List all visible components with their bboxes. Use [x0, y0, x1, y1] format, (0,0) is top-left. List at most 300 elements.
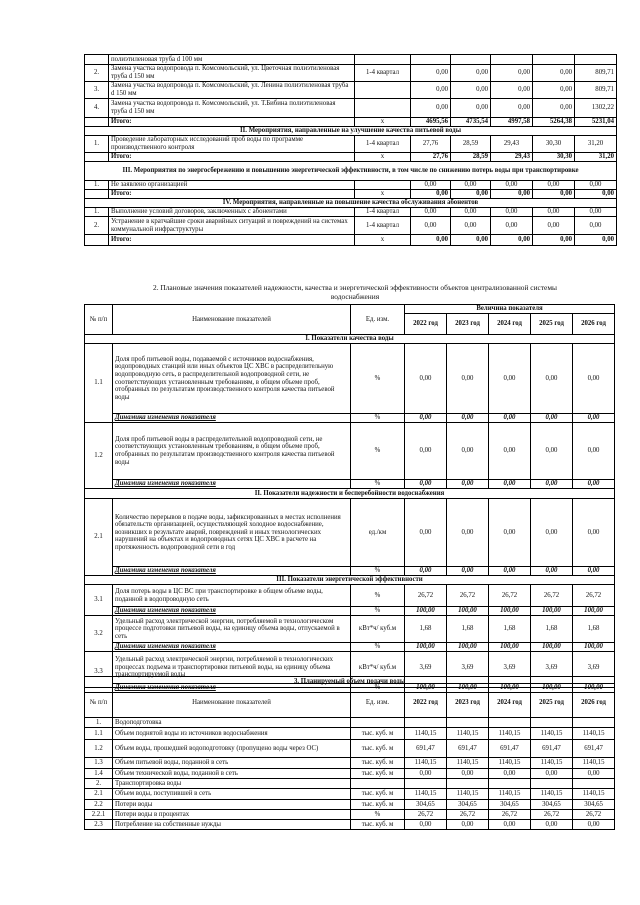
value-cell: 0,00 [489, 480, 531, 489]
value-cell: 3,69 [489, 652, 531, 684]
value-cell: 0,00 [405, 567, 447, 576]
value-cell: 0,00 [405, 499, 447, 567]
value-cell: 0,00 [533, 82, 575, 99]
indicator-row [85, 585, 615, 607]
value-cell: 100,00 [447, 607, 489, 616]
value-cell: 0,00 [531, 769, 573, 779]
value-cell: 0,00 [491, 99, 533, 118]
row-number: 1.1 [85, 344, 113, 423]
value-cell: 26,72 [573, 585, 615, 607]
value-cell: 1140,15 [447, 728, 489, 740]
x-cell: х [355, 235, 411, 246]
empty-cell [85, 118, 109, 127]
total-row [85, 190, 617, 199]
value-cell: 4735,54 [451, 118, 491, 127]
value-cell: 0,00 [533, 99, 575, 118]
value-cell: 1,68 [573, 616, 615, 643]
value-cell: 1140,15 [447, 789, 489, 800]
header-name: Наименование показателей [113, 688, 351, 718]
row-number: 3.2 [85, 616, 113, 652]
section-title: III. Показатели энергетической эффективности [85, 576, 615, 585]
value-cell: 1,68 [489, 616, 531, 643]
indicator-name: Доля проб питьевой воды, подаваемой с источников водоснабжения, водопроводных станций или иных объектов ЦС ХВС в распределительную водопроводную сеть, в распределительной водопроводной сети, не соответствующих установленным требованиям, в общем объеме проб, отобранных по результатам производственного контроля качества питьевой воды [113, 344, 351, 414]
volume-row [85, 789, 615, 800]
value-cell: 0,00 [447, 480, 489, 489]
value-cell: 0,00 [447, 820, 489, 830]
measure-name: Проведение лабораторных исследований проб воды по программе производственного контроля [109, 136, 355, 153]
period-cell [355, 99, 411, 118]
value-cell: 30,30 [533, 153, 575, 162]
value-cell [405, 779, 447, 789]
header-name: Наименование показателей [113, 305, 351, 335]
section-title: II. Показатели надежности и бесперебойности водоснабжения [85, 489, 615, 499]
value-cell: 0,00 [447, 423, 489, 480]
total-row [85, 235, 617, 246]
value-cell: 0,00 [451, 65, 491, 82]
value-cell: 100,00 [447, 684, 489, 693]
dynamics-label: Динамика изменения показателя [113, 643, 351, 652]
value-cell: 0,00 [573, 344, 615, 414]
unit-cell [351, 779, 405, 789]
row-number: 1.2 [85, 740, 113, 758]
measure-row [85, 217, 617, 235]
value-cell: 0,00 [451, 208, 491, 217]
volume-name: Объем воды, прошедшей водоподготовку (пропущено воды через ОС) [113, 740, 351, 758]
value-cell: 0,00 [575, 208, 617, 217]
value-cell: 0,00 [491, 190, 533, 199]
empty-cell [85, 153, 109, 162]
value-cell: 0,00 [451, 181, 491, 190]
value-cell: 26,72 [447, 810, 489, 820]
water-supply-volume-body [85, 677, 615, 830]
water-supply-volume-table [84, 676, 615, 830]
value-cell: 100,00 [405, 684, 447, 693]
period-cell: 1-4 квартал [355, 217, 411, 235]
value-cell: 0,00 [533, 65, 575, 82]
value-cell: 0,00 [405, 480, 447, 489]
value-cell [447, 779, 489, 789]
value-cell: 0,00 [489, 499, 531, 567]
unit-cell: % [351, 810, 405, 820]
row-number: 3.1 [85, 585, 113, 616]
value-cell: 809,71 [575, 82, 617, 99]
row-number: 1.3 [85, 758, 113, 769]
value-cell [531, 779, 573, 789]
row-number: 2. [85, 779, 113, 789]
header-year: 2025 год [531, 688, 573, 718]
value-cell: 26,72 [531, 585, 573, 607]
indicator-name: Доля потерь воды в ЦС ВС при транспортировке в общем объеме воды, поданной в водопроводную сеть [113, 585, 351, 607]
value-cell: 1,68 [405, 616, 447, 643]
unit-cell: % [351, 480, 405, 489]
volume-name: Транспортировка воды [113, 779, 351, 789]
value-cell: 1140,15 [447, 758, 489, 769]
value-cell: 0,00 [451, 235, 491, 246]
value-cell [533, 55, 575, 65]
value-cell: 3,69 [573, 652, 615, 684]
value-cell: 3,69 [531, 652, 573, 684]
measure-name: Замена участка водопровода п. Комсомольский, ул. Ленина полиэтиленовая труба d 150 мм [109, 82, 355, 99]
value-cell: 29,43 [491, 153, 533, 162]
indicator-name: Удельный расход электрической энергии, потребляемой в технологическом процессе подготовки питьевой воды, на единицу объема воды, отпускаемой в сеть [113, 616, 351, 643]
value-cell: 1,68 [531, 616, 573, 643]
section-row [85, 162, 617, 181]
value-cell: 4695,56 [411, 118, 451, 127]
indicators-body [85, 305, 615, 693]
row-number: 2. [85, 217, 109, 235]
value-cell: 304,65 [447, 800, 489, 810]
header-number: № п/п [85, 305, 113, 335]
volume-name: Потери воды [113, 800, 351, 810]
section-title: II. Мероприятия, направленные на улучшение качества питьевой воды [85, 127, 617, 136]
value-cell: 809,71 [575, 65, 617, 82]
total-row [85, 153, 617, 162]
section-title: I. Показатели качества воды [85, 335, 615, 344]
investment-measures-body [85, 55, 617, 246]
volume-row [85, 718, 615, 728]
value-cell: 0,00 [531, 567, 573, 576]
dynamics-label: Динамика изменения показателя [113, 607, 351, 616]
header-row [85, 688, 615, 718]
value-cell: 0,00 [573, 567, 615, 576]
volume-row [85, 810, 615, 820]
value-cell: 1140,15 [573, 789, 615, 800]
value-cell: 1,68 [447, 616, 489, 643]
value-cell: 100,00 [531, 607, 573, 616]
value-cell: 0,00 [411, 65, 451, 82]
value-cell: 0,00 [411, 208, 451, 217]
value-cell: 304,65 [573, 800, 615, 810]
value-cell: 691,47 [489, 740, 531, 758]
value-cell: 0,00 [533, 217, 575, 235]
row-number: 3.3 [85, 652, 113, 693]
value-cell: 0,00 [531, 820, 573, 830]
value-cell [447, 718, 489, 728]
value-cell: 26,72 [573, 810, 615, 820]
volume-row [85, 779, 615, 789]
header-value-group: Величина показателя [405, 305, 615, 314]
value-cell: 0,00 [573, 480, 615, 489]
value-cell: 100,00 [405, 643, 447, 652]
unit-cell: % [351, 684, 405, 693]
value-cell: 0,00 [573, 499, 615, 567]
value-cell: 0,00 [491, 181, 533, 190]
value-cell: 1140,15 [489, 758, 531, 769]
value-cell: 0,00 [573, 820, 615, 830]
value-cell: 100,00 [489, 607, 531, 616]
dynamics-row [85, 567, 615, 576]
value-cell: 0,00 [531, 423, 573, 480]
measure-row [85, 181, 617, 190]
total-label: Итого: [109, 235, 355, 246]
header-year: 2026 год [573, 314, 615, 335]
value-cell: 0,00 [573, 769, 615, 779]
header-year: 2026 год [573, 688, 615, 718]
value-cell: 0,00 [451, 99, 491, 118]
indicator-row [85, 344, 615, 414]
value-cell: 0,00 [531, 499, 573, 567]
value-cell: 100,00 [573, 643, 615, 652]
row-number: 4. [85, 99, 109, 118]
header-year: 2023 год [447, 314, 489, 335]
measure-name: Замена участка водопровода п. Комсомольский, ул. Цветочная полиэтиленовая труба d 150 мм [109, 65, 355, 82]
indicators-table [84, 304, 615, 693]
section-row [85, 335, 615, 344]
value-cell: 26,72 [405, 810, 447, 820]
x-cell: х [355, 118, 411, 127]
period-cell [355, 55, 411, 65]
unit-cell: тыс. куб. м [351, 740, 405, 758]
measure-name: Замена участка водопровода п. Комсомольский, ул. Т.Бибина полиэтиленовая труба d 150 мм [109, 99, 355, 118]
period-cell: 1-4 квартал [355, 208, 411, 217]
value-cell: 0,00 [411, 217, 451, 235]
row-number: 1.4 [85, 769, 113, 779]
value-cell: 0,00 [491, 235, 533, 246]
indicator-name: Удельный расход электрической энергии, потребляемой в технологических процессах подъема и транспортировки питьевой воды, на единицу объема транспортируемой воды [113, 652, 351, 684]
volume-row [85, 758, 615, 769]
indicator-name: Количество перерывов в подаче воды, зафиксированных в местах исполнения обязательств организацией, осуществляющей холодное водоснабжение, возникших в результате аварий, повреждений и иных технологических нарушений на объектах и водопроводных сетях ЦС ХВС в расчете на протяженность водопроводной сети в год [113, 499, 351, 567]
value-cell: 100,00 [531, 684, 573, 693]
volume-name: Водоподготовка [113, 718, 351, 728]
value-cell: 0,00 [573, 414, 615, 423]
measure-row [85, 99, 617, 118]
volume-name: Потребление на собственные нужды [113, 820, 351, 830]
value-cell: 1140,15 [531, 789, 573, 800]
period-cell: 1-4 квартал [355, 65, 411, 82]
value-cell: 30,30 [533, 136, 575, 153]
value-cell: 1140,15 [405, 758, 447, 769]
value-cell: 0,00 [573, 423, 615, 480]
volume-row [85, 740, 615, 758]
unit-cell: кВт*ч/ куб.м [351, 652, 405, 684]
header-year: 2024 год [489, 688, 531, 718]
value-cell: 31,20 [575, 153, 617, 162]
unit-cell: % [351, 423, 405, 480]
value-cell: 1140,15 [489, 789, 531, 800]
value-cell: 0,00 [533, 190, 575, 199]
value-cell: 1140,15 [573, 728, 615, 740]
unit-cell: тыс. куб. м [351, 820, 405, 830]
section-title: IV. Мероприятия, направленные на повышение качества обслуживания абонентов [85, 199, 617, 208]
total-label: Итого: [109, 190, 355, 199]
unit-cell [351, 718, 405, 728]
value-cell: 26,72 [405, 585, 447, 607]
total-label: Итого: [109, 118, 355, 127]
value-cell: 0,00 [531, 480, 573, 489]
value-cell: 691,47 [531, 740, 573, 758]
value-cell: 0,00 [491, 82, 533, 99]
value-cell: 0,00 [489, 414, 531, 423]
value-cell: 29,43 [491, 136, 533, 153]
value-cell: 0,00 [411, 235, 451, 246]
header-year: 2023 год [447, 688, 489, 718]
value-cell [573, 779, 615, 789]
unit-cell: % [351, 344, 405, 414]
value-cell: 0,00 [533, 181, 575, 190]
section-row [85, 199, 617, 208]
measure-row [85, 65, 617, 82]
value-cell: 0,00 [411, 190, 451, 199]
value-cell [451, 55, 491, 65]
value-cell: 0,00 [447, 499, 489, 567]
value-cell: 0,00 [531, 344, 573, 414]
value-cell: 0,00 [575, 181, 617, 190]
unit-cell: тыс. куб. м [351, 789, 405, 800]
dynamics-row [85, 643, 615, 652]
header-row [85, 305, 615, 314]
dynamics-row [85, 414, 615, 423]
value-cell: 0,00 [447, 567, 489, 576]
row-number: 2.1 [85, 789, 113, 800]
value-cell: 0,00 [491, 217, 533, 235]
measure-name: Не заявлено организацией [109, 181, 355, 190]
table3-caption: 3. Планируемый объем подачи воды [85, 677, 615, 688]
value-cell [489, 718, 531, 728]
row-number: 2.2.1 [85, 810, 113, 820]
indicator-row [85, 499, 615, 567]
empty-cell [85, 235, 109, 246]
value-cell: 26,72 [447, 585, 489, 607]
header-year: 2022 год [405, 314, 447, 335]
dynamics-row [85, 480, 615, 489]
value-cell: 304,65 [405, 800, 447, 810]
value-cell: 5231,04 [575, 118, 617, 127]
value-cell [573, 718, 615, 728]
section-row [85, 576, 615, 585]
value-cell: 0,00 [531, 414, 573, 423]
volume-row [85, 728, 615, 740]
volume-name: Объем поднятой воды из источников водоснабжения [113, 728, 351, 740]
value-cell: 0,00 [491, 65, 533, 82]
value-cell: 3,69 [405, 652, 447, 684]
dynamics-label: Динамика изменения показателя [113, 567, 351, 576]
volume-name: Объем технической воды, поданной в сеть [113, 769, 351, 779]
header-unit: Ед. изм. [351, 305, 405, 335]
value-cell: 100,00 [573, 684, 615, 693]
indicator-row [85, 616, 615, 643]
period-cell [355, 181, 411, 190]
x-cell: х [355, 190, 411, 199]
value-cell: 0,00 [575, 235, 617, 246]
dynamics-label: Динамика изменения показателя [113, 684, 351, 693]
value-cell: 100,00 [531, 643, 573, 652]
value-cell [489, 779, 531, 789]
measure-row [85, 208, 617, 217]
value-cell [405, 718, 447, 728]
unit-cell: тыс. куб. м [351, 758, 405, 769]
unit-cell: тыс. куб. м [351, 728, 405, 740]
value-cell: 1140,15 [573, 758, 615, 769]
period-cell: 1-4 квартал [355, 136, 411, 153]
value-cell: 0,00 [489, 344, 531, 414]
volume-row [85, 769, 615, 779]
measure-name: Устранение в кратчайшие сроки аварийных ситуаций и повреждений на системах коммунальной инфраструктуры [109, 217, 355, 235]
section-row [85, 127, 617, 136]
value-cell [575, 55, 617, 65]
total-label: Итого: [109, 153, 355, 162]
value-cell: 0,00 [447, 344, 489, 414]
row-number: 3. [85, 82, 109, 99]
value-cell: 0,00 [411, 82, 451, 99]
row-number: 1.1 [85, 728, 113, 740]
value-cell: 0,00 [405, 769, 447, 779]
value-cell: 0,00 [575, 217, 617, 235]
value-cell: 31,20 [575, 136, 617, 153]
header-number: № п/п [85, 688, 113, 718]
value-cell: 0,00 [405, 344, 447, 414]
value-cell: 1140,15 [531, 758, 573, 769]
unit-cell: кВт*ч/ куб.м [351, 616, 405, 643]
value-cell: 304,65 [531, 800, 573, 810]
value-cell: 1140,15 [405, 728, 447, 740]
row-number: 2.2 [85, 800, 113, 810]
value-cell: 0,00 [451, 190, 491, 199]
value-cell: 1140,15 [531, 728, 573, 740]
volume-name: Объем воды, поступившей в сеть [113, 789, 351, 800]
value-cell: 26,72 [531, 810, 573, 820]
value-cell: 0,00 [411, 181, 451, 190]
header-year: 2025 год [531, 314, 573, 335]
value-cell: 5264,38 [533, 118, 575, 127]
indicator-row [85, 423, 615, 480]
dynamics-label: Динамика изменения показателя [113, 414, 351, 423]
value-cell: 4997,58 [491, 118, 533, 127]
header-year: 2022 год [405, 688, 447, 718]
value-cell: 1302,22 [575, 99, 617, 118]
measure-row [85, 136, 617, 153]
row-number: 2. [85, 65, 109, 82]
value-cell: 0,00 [575, 190, 617, 199]
value-cell: 100,00 [489, 684, 531, 693]
volume-name: Объем питьевой воды, поданной в сеть [113, 758, 351, 769]
value-cell: 691,47 [447, 740, 489, 758]
value-cell: 26,72 [489, 585, 531, 607]
measure-row [85, 55, 617, 65]
row-number: 1. [85, 181, 109, 190]
x-cell: х [355, 153, 411, 162]
row-number: 2.1 [85, 499, 113, 576]
value-cell: 3,69 [447, 652, 489, 684]
header-unit: Ед. изм. [351, 688, 405, 718]
value-cell: 28,59 [451, 153, 491, 162]
section-row [85, 489, 615, 499]
row-number: 1. [85, 208, 109, 217]
value-cell: 0,00 [405, 423, 447, 480]
dynamics-row [85, 607, 615, 616]
value-cell: 100,00 [573, 607, 615, 616]
row-number: 2.3 [85, 820, 113, 830]
value-cell: 100,00 [405, 607, 447, 616]
dynamics-label: Динамика изменения показателя [113, 480, 351, 489]
unit-cell: тыс. куб. м [351, 769, 405, 779]
row-number: 1.2 [85, 423, 113, 489]
value-cell [411, 55, 451, 65]
value-cell: 0,00 [533, 235, 575, 246]
value-cell: 0,00 [491, 208, 533, 217]
empty-cell [85, 190, 109, 199]
table2-caption: 2. Плановые значения показателей надежности, качества и энергетической эффективности объектов централизованной системы водоснабжения [153, 283, 557, 301]
value-cell: 27,76 [411, 136, 451, 153]
value-cell: 1140,15 [489, 728, 531, 740]
value-cell: 0,00 [489, 769, 531, 779]
value-cell: 304,65 [489, 800, 531, 810]
value-cell: 1140,15 [405, 789, 447, 800]
value-cell: 0,00 [489, 423, 531, 480]
volume-name: Потери воды в процентах [113, 810, 351, 820]
unit-cell: % [351, 585, 405, 607]
indicator-name: Доля проб питьевой воды в распределительной водопроводной сети, не соответствующих установленным требованиям, в общем объеме проб, отобранных по результатам производственного контроля качества питьевой воды [113, 423, 351, 480]
value-cell: 26,72 [489, 810, 531, 820]
